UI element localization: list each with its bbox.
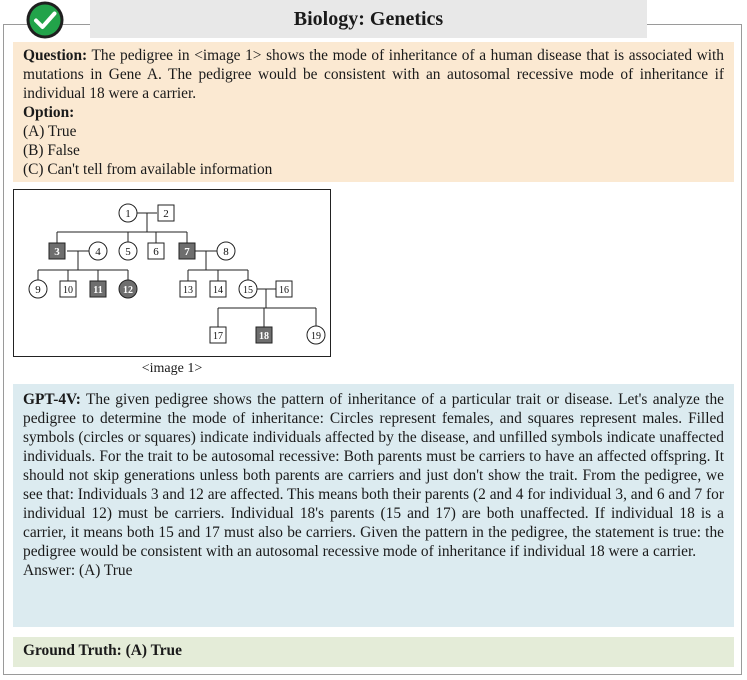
response-box — [13, 384, 734, 627]
pedigree-label-19: 19 — [311, 331, 321, 342]
ground-truth-label: Ground Truth: — [23, 642, 122, 659]
pedigree-label-18: 18 — [259, 331, 269, 342]
option-b: (B) False — [23, 142, 80, 159]
response-label: GPT-4V: — [23, 391, 81, 408]
pedigree-label-10: 10 — [63, 285, 73, 296]
ground-truth-value: (A) True — [125, 642, 182, 659]
pedigree-label-9: 9 — [35, 284, 41, 296]
pedigree-chart — [14, 190, 329, 355]
response-text: The given pedigree shows the pattern of inheritance of a particular trait or disease. Let's analyze the pedigree to determine the mode of inheritance: Circles represent females, and squares represent males. Filled symbols (circles or squares) indicate individuals affected by the disease, and unfilled symbols indicate unaffected individuals. For the trait to be autosomal recessive: Both parents must be carriers to have an affected offspring. It should not skip generations unless both parents are carriers and just don't show the trait. From the pedigree, we see that: Individuals 3 and 12 are affected. This means both their parents (2 and 4 for individual 3, and 6 and 7 for individual 12) must be carriers. Individual 18's parents (15 and 17) are both unaffected. If individual 18 is a carrier, it means both 15 and 17 must also be carriers. Given the pattern in the pedigree, the statement is true: the pedigree would be consistent with an autosomal recessive mode of inheritance if individual 18 were a carrier. — [23, 391, 724, 560]
pedigree-label-14: 14 — [213, 285, 223, 296]
response-paragraph — [23, 390, 724, 561]
question-box — [13, 42, 734, 182]
ground-truth-box — [13, 637, 734, 667]
page-title: Biology: Genetics — [293, 7, 444, 30]
pedigree-label-5: 5 — [125, 246, 131, 258]
option-c: (C) Can't tell from available information — [23, 161, 273, 178]
pedigree-label-15: 15 — [243, 285, 253, 296]
pedigree-label-16: 16 — [279, 285, 289, 296]
pedigree-label-6: 6 — [153, 246, 159, 258]
pedigree-label-2: 2 — [163, 208, 169, 220]
option-a: (A) True — [23, 123, 77, 140]
question-text: The pedigree in <image 1> shows the mode of inheritance of a human disease that is associated with mutations in Gene A. The pedigree would be consistent with an autosomal recessive mode of inheritance if individual 18 were a carrier. — [23, 47, 724, 102]
figure-caption: <image 1> — [141, 361, 203, 376]
pedigree-figure — [13, 189, 331, 357]
option-label: Option: — [23, 104, 75, 121]
pedigree-label-13: 13 — [183, 285, 193, 296]
pedigree-label-17: 17 — [213, 331, 223, 342]
question-paragraph — [23, 46, 724, 103]
checkmark-circle-icon — [25, 0, 65, 40]
title-bar — [90, 0, 647, 38]
pedigree-label-8: 8 — [223, 246, 229, 258]
pedigree-label-3: 3 — [54, 246, 60, 258]
pedigree-label-12: 12 — [123, 285, 133, 296]
response-answer: Answer: (A) True — [23, 562, 133, 579]
question-label: Question: — [23, 47, 88, 64]
pedigree-label-11: 11 — [93, 285, 103, 296]
pedigree-label-7: 7 — [184, 246, 190, 258]
pedigree-label-4: 4 — [95, 246, 101, 258]
pedigree-label-1: 1 — [125, 208, 131, 220]
